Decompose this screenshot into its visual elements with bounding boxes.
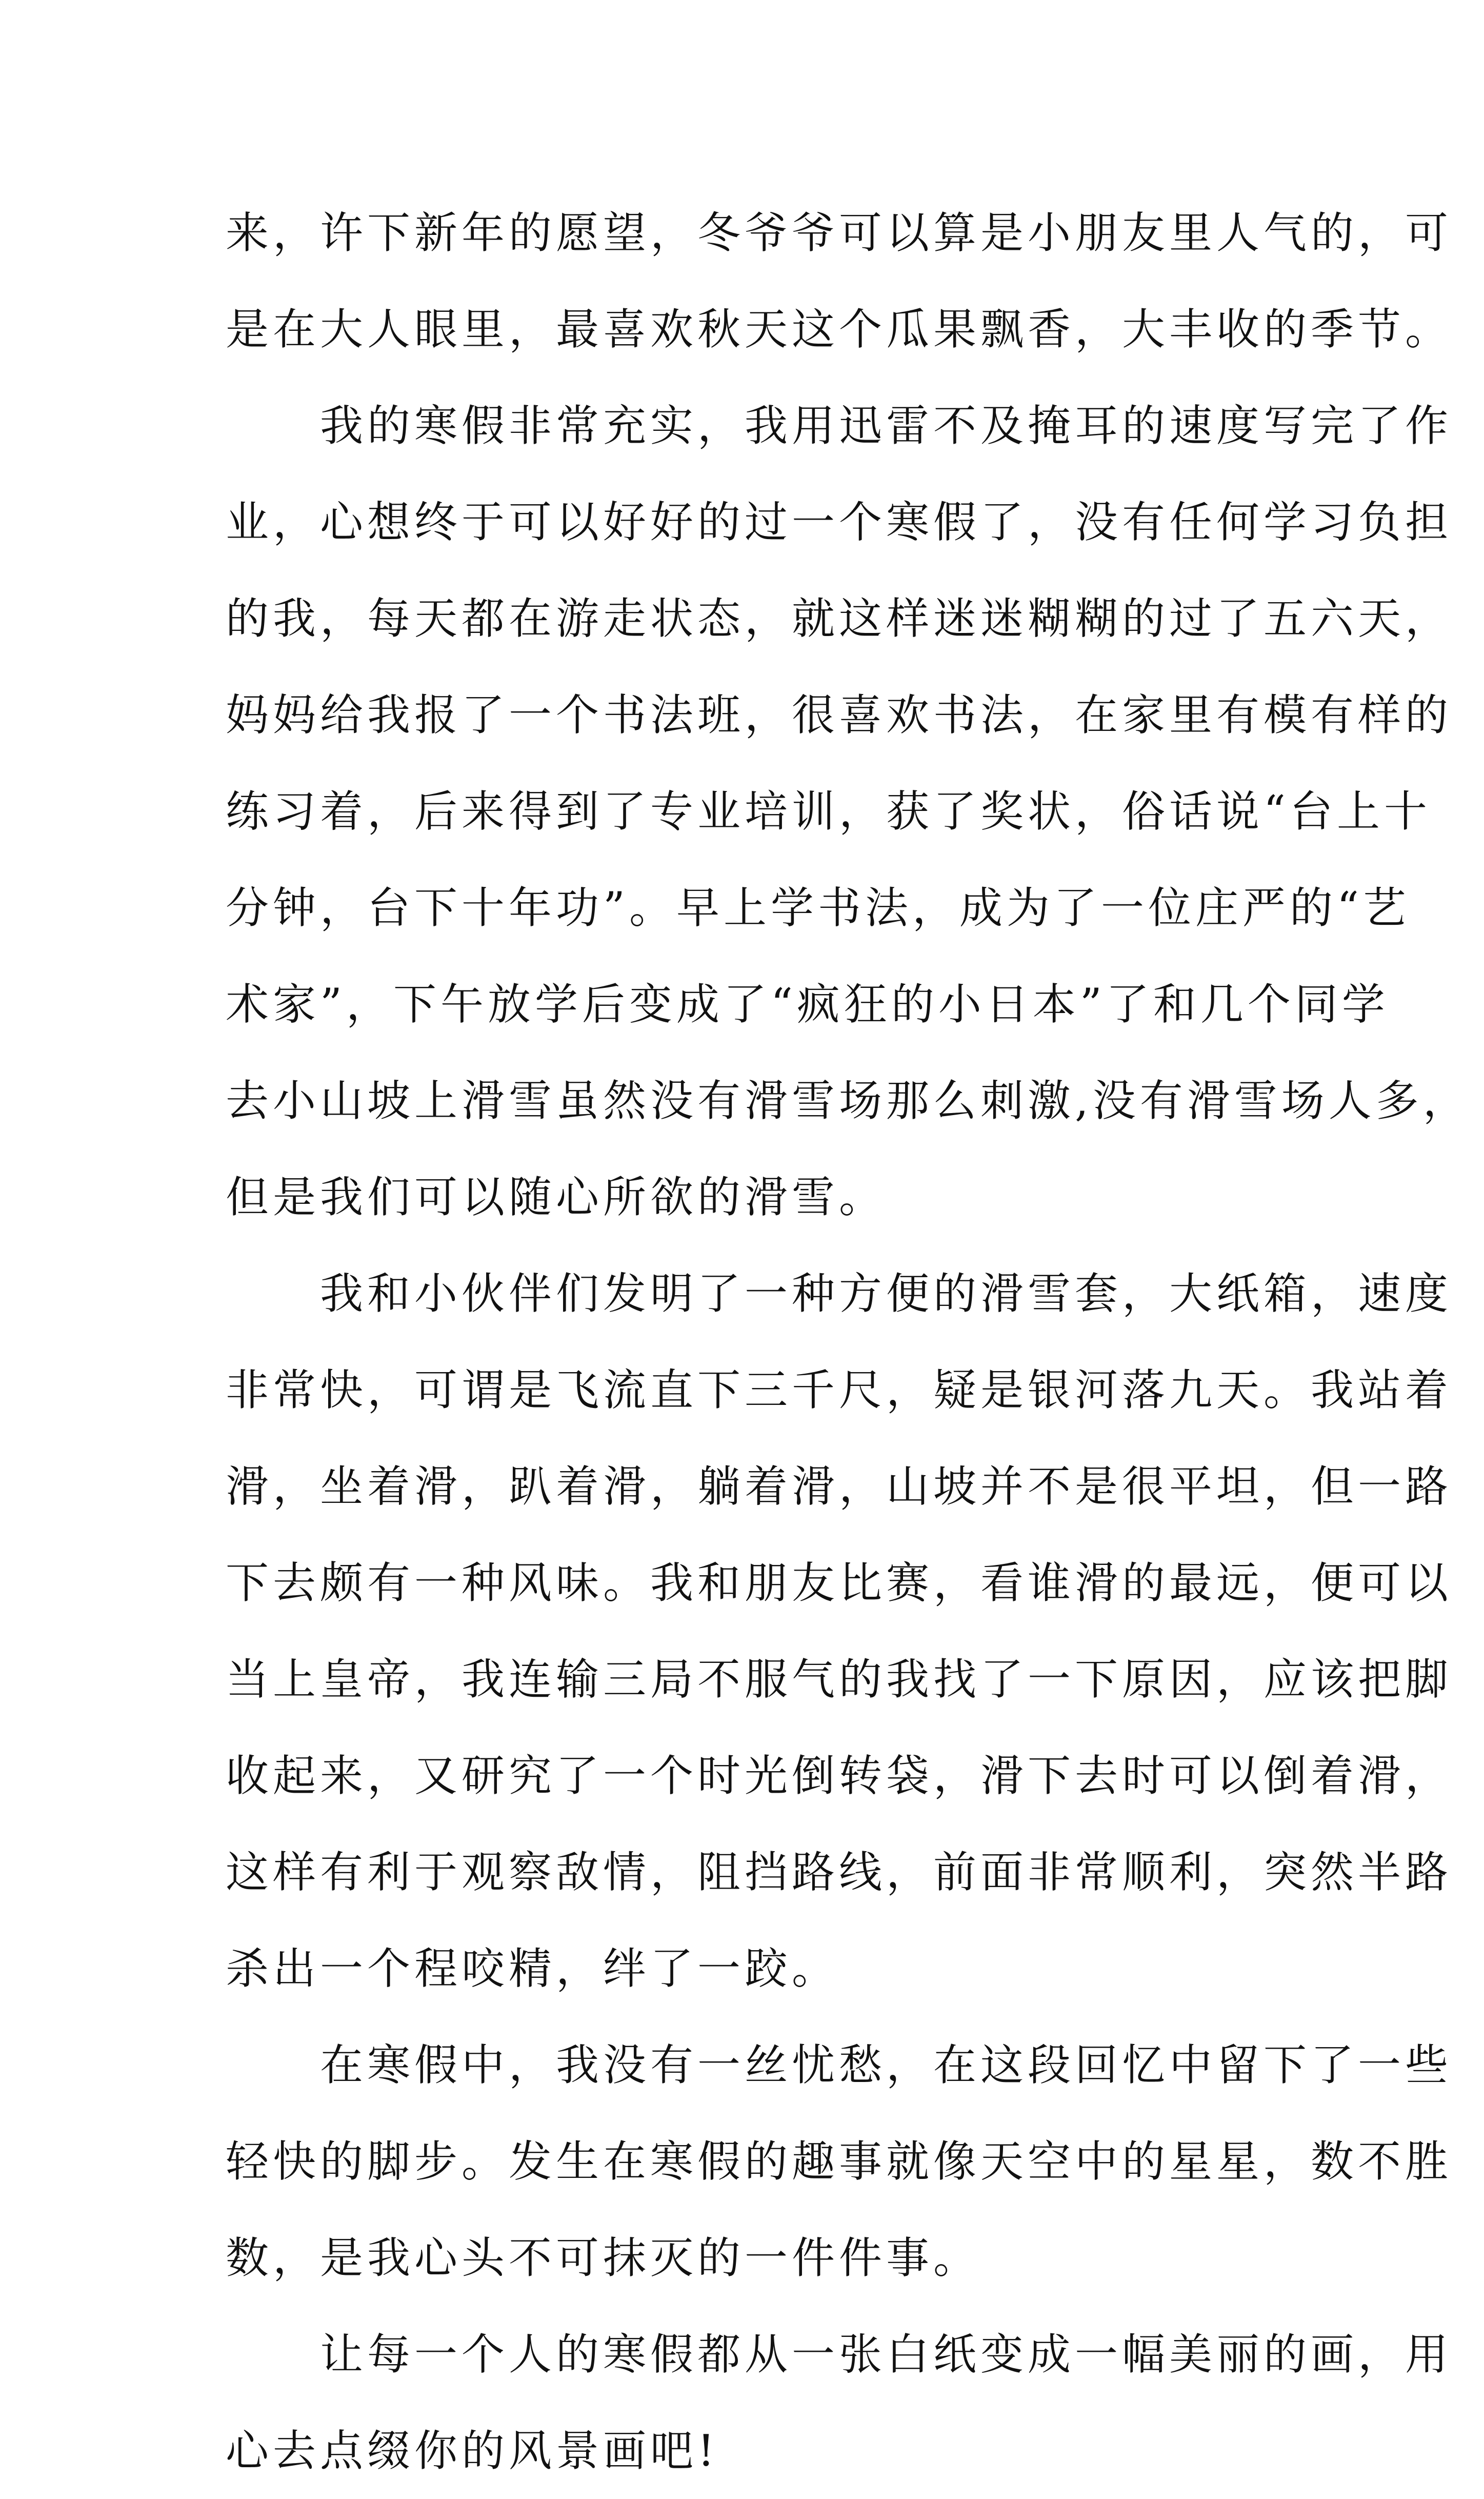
text-line: 当上皇帝，我连输三局不服气的我找了一下原因，应该把脚 bbox=[226, 1654, 1453, 1704]
text-line: 心去点缀你的风景画吧! bbox=[226, 2426, 719, 2476]
text-line: 但是我们可以随心所欲的滑雪。 bbox=[226, 1172, 887, 1222]
text-line: 在寒假中，我没有一丝忧愁，在这段回忆中留下了一些 bbox=[226, 2040, 1453, 2090]
text-line: 分钟，台下十年功”。早上学书法，成为了一位庄严的“艺 bbox=[226, 883, 1410, 933]
text-line: 轻快的脚步。发生在寒假的趣事就像天空中的星星，数不胜 bbox=[226, 2136, 1453, 2187]
text-line: 让每一个人的寒假都从一张白纸变成一幅美丽的画，用 bbox=[226, 2329, 1453, 2379]
text-line: 收起来，又研究了一个时光倒转袋，滑下去时可以倒着滑， bbox=[226, 1751, 1453, 1801]
text-line: 我和小伙伴们发明了一种方便的滑雪套，大纸箱，速度 bbox=[226, 1268, 1453, 1319]
text-line: 练习着，后来得到了专业培训，获了奖状，俗话说“台上十 bbox=[226, 786, 1431, 837]
text-line: 来，许下新年的愿望，冬爷爷可以算是小朋友里人气的，可 bbox=[226, 208, 1453, 258]
text-line: 的我，每天都在游走状态，就这样迷迷糊糊的过了五六天， bbox=[226, 593, 1453, 644]
text-line: 是在大人眼里，最喜欢秋天这个瓜果飘香，大丰收的季节。 bbox=[226, 304, 1453, 354]
text-line: 我的寒假非常充实，我用迅雷不及掩耳的速度写完了作 bbox=[226, 401, 1453, 451]
essay-body bbox=[226, 185, 1470, 2499]
text-line: 非常快，可谓是飞流直下三千尺，疑是银河落九天。我站着 bbox=[226, 1365, 1453, 1415]
text-line: 滑，坐着滑，趴着滑，躺着滑，山坡并不是很平坦，但一路 bbox=[226, 1461, 1453, 1512]
text-line: 数，是我心头不可抹灭的一件件事。 bbox=[226, 2233, 981, 2283]
text-line: 杀出一个程咬精，绊了一跤。 bbox=[226, 1943, 839, 1994]
text-line: 妈妈给我报了一个书法班，很喜欢书法，在家里有模有样的 bbox=[226, 690, 1453, 740]
text-line: 这样有利于观察敌情，阻挡路线，前面非常顺利，突然半路 bbox=[226, 1847, 1453, 1897]
text-line: 去小山坡上滑雪虽然没有滑雪场那么刺激,没有滑雪场人多， bbox=[226, 1076, 1470, 1126]
text-line: 下去颇有一种风味。我和朋友比赛，看谁滑的最远，便可以 bbox=[226, 1558, 1453, 1608]
text-line: 业，心想终于可以好好的过一个寒假了，没有任何学习负担 bbox=[226, 497, 1453, 547]
text-line: 术家”，下午放学后变成了“疯狂的小日本”了和几个同学 bbox=[226, 979, 1389, 1029]
